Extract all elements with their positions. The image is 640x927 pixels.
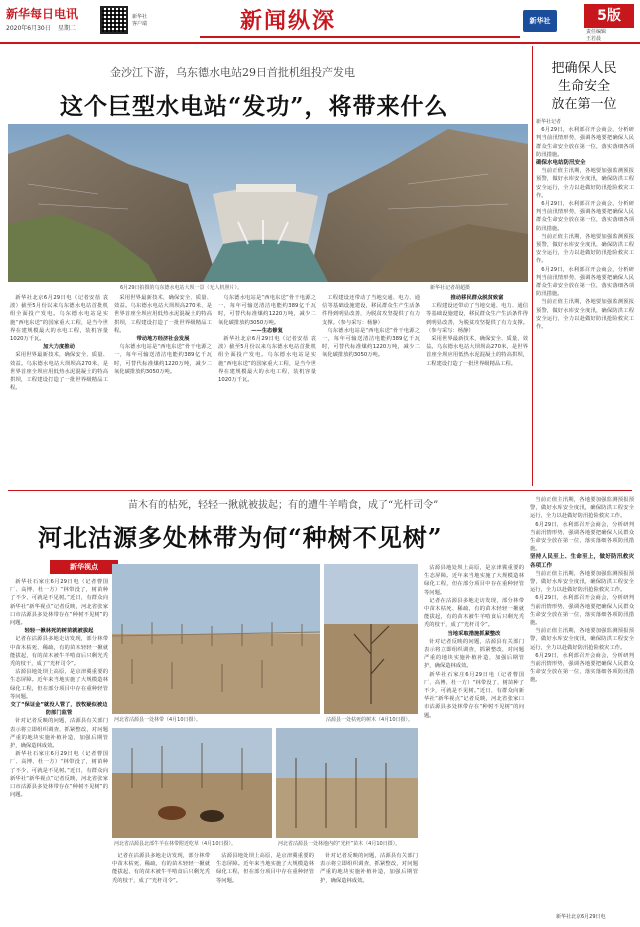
sidebar-author: 新华社记者 [536, 119, 562, 125]
dam-illustration [8, 124, 528, 282]
section-title: 新闻纵深 [240, 8, 337, 34]
section-divider [200, 36, 520, 38]
story1-column-5: 推动移民群众脱贫致富 工程建设还带动了当地交通、电力、通信等基础设施建设，移民群众生产生活条件得到明显改善，为脱贫攻坚提供了有力支撑。（参与采写：杨静） 采用世界最新技术，确保安全、质量、效益。乌东德水电站大坝坝高270米，是世界首座全坝应用低热水泥混凝土的特高拱坝，工程建设打造了一批世界级精品工程。 [426, 295, 528, 367]
story1-subhead-1: 加大力度推动 [43, 344, 75, 351]
story2-column-1: 新华社石家庄6月29日电（记者曹国厂、高博、杜一方）“林带没了，树苗种了不少，可就是不见树。”近日，有群众向新华社“新华视点”记者反映，河北省张家口市沽源县多处林带存在“种树不见树”的问题。 轻轻一揪林死的树苗就被拔起 记者在沽源县多地走访发现，部分林带中苗木枯死、稀疏，有的苗木轻轻一揪就能拔起，有的苗木被牛羊啃食后只剩光秃秃的枝干，成了“光杆司令”。 沽源县地处坝上高原，是京津冀重要的生态屏障。近年来当地实施了大规模造林绿化工程，但在部分项目中存在重种轻管等问题。 交了“保证金”就没人管了，放牧疑似被边防部门监管 针对记者反映的问题，沽源县有关部门表示将立即组织调查，抓紧整改，对问题严重的地块实施补植补造，加强后期管护，确保造林成效。 新华社石家庄6月29日电（记者曹国厂、高博、杜一方）“林带没了，树苗种了不少，可就是不见树。”近日，有群众向新华社“新华视点”记者反映，河北省张家口市沽源县多处林带存在“种树不见树”的问题。 [10, 579, 108, 799]
story-divider [8, 490, 632, 491]
page-number-badge: 5版 [584, 4, 634, 28]
story2-subhead-1: 轻轻一揪林死的树苗就被拔起 [24, 628, 94, 635]
sidebar-divider [532, 46, 533, 486]
story1-subhead-2: 带动地方经济社会发展 [136, 336, 190, 343]
forest-photo-3 [112, 728, 272, 838]
story1-subhead-3: ——生态修复 [251, 327, 283, 334]
dam-photo-caption: 6月29日拍摄的乌东德水电站大坝一景（无人机照片）。 [120, 285, 243, 291]
qr-code-icon [100, 6, 128, 34]
story1-column-1: 新华社北京6月29日电（记者安蓓 袁波）截至5月份以来乌东德水电站首批机组全面投产发电。乌东德水电站是实施“西电东送”的国家重大工程，是当今世界在建规模最大的水电工程，装机容量1020万千瓦。 加大力度推动 采用世界最新技术，确保安全、质量、效益。乌东德水电站大坝坝高270米，是世界首座全坝应用低热水泥混凝土的特高拱坝，工程建设打造了一批世界级精品工程。 [10, 295, 108, 392]
xinhua-viewpoint-badge: 新华视点 [50, 560, 118, 574]
dam-photo [8, 124, 528, 282]
newspaper-brand: 新华每日电讯 [6, 7, 79, 21]
dam-photo-credit: 新华社记者胡超摄 [430, 285, 471, 291]
bare-saplings-illustration [276, 728, 418, 838]
story2-subhead-2: 交了“保证金”就没人管了，放牧疑似被边防部门监管 [10, 702, 108, 717]
story1-kicker: 金沙江下游，乌东德水电站29日首批机组投产发电 [110, 66, 355, 79]
cattle-grazing-illustration [112, 728, 272, 838]
sidebar-footer-credit: 新华社北京6月29日电 [556, 914, 606, 920]
forest-photo-1-caption: 河北省沽源县一处林带（4月10日摄）。 [114, 717, 202, 723]
story2-bottom-columns: 记者在沽源县多地走访发现，部分林带中苗木枯死、稀疏，有的苗木轻轻一揪就能拔起，有的苗木被牛羊啃食后只剩光秃秃的枝干，成了“光杆司令”。 沽源县地处坝上高原，是京津冀重要的生态屏障。近年来当地实施了大规模造林绿化工程，但在部分项目中存在重种轻管等问题。 针对记者反映的问题，沽源县有关部门表示将立即组织调查，抓紧整改，对问题严重的地块实施补植补造，加强后期管护，确保造林成效。 [112, 853, 418, 884]
forest-photo-2 [324, 564, 418, 714]
forest-photo-2-caption: 沽源县一处枯死的树木（4月10日摄）。 [326, 717, 414, 723]
forest-photo-1 [112, 564, 320, 714]
story1-column-4: 工程建设还带动了当地交通、电力、通信等基础设施建设，移民群众生产生活条件得到明显改善，为脱贫攻坚提供了有力支撑。（参与采写：杨静） 乌东德水电站是“西电东送”骨干电源之一，每年可输送清洁电能约389亿千瓦时，可替代标准煤约1220万吨，减少二氧化碳排放约3050万吨。 [322, 295, 420, 359]
forest-belt-illustration [112, 564, 320, 714]
dead-tree-illustration [324, 564, 418, 714]
story1-column-2: 采用世界最新技术，确保安全、质量、效益。乌东德水电站大坝坝高270米，是世界首座全坝应用低热水泥混凝土的特高拱坝，工程建设打造了一批世界级精品工程。 带动地方经济社会发展 乌东德水电站是“西电东送”骨干电源之一，每年可输送清洁电能约389亿千瓦时，可替代标准煤约1220万吨，减少二氧化碳排放约3050万吨。 [114, 295, 212, 375]
issue-weekday: 星期二 [58, 25, 77, 32]
issue-date: 2020年6月30日 [6, 25, 51, 32]
story2-column-right: 沽源县地处坝上高原，是京津冀重要的生态屏障。近年来当地实施了大规模造林绿化工程，但在部分项目中存在重种轻管等问题。 记者在沽源县多地走访发现，部分林带中苗木枯死、稀疏，有的苗木轻轻一揪就能拔起，有的苗木被牛羊啃食后只剩光秃秃的枝干，成了“光杆司令”。 当地采取措施抓紧整改 针对记者反映的问题，沽源县有关部门表示将立即组织调查，抓紧整改，对问题严重的地块实施补植补造，加强后期管护，确保造林成效。 新华社石家庄6月29日电（记者曹国厂、高博、杜一方）“林带没了，树苗种了不少，可就是不见树。”近日，有群众向新华社“新华视点”记者反映，河北省张家口市沽源县多处林带存在“种树不见树”的问题。 [424, 565, 524, 719]
top-rule [0, 42, 640, 44]
xinhua-logo-icon: 新华社 [523, 10, 557, 32]
qr-caption: 新华社 客户端 [132, 14, 148, 27]
sidebar-subhead-1: 确保水电站防汛安全 [536, 160, 586, 167]
forest-photo-3-caption: 河北省沽源县北部牛羊在林带附近吃草（4月10日摄）。 [114, 841, 237, 847]
sidebar-subhead-2: 坚持人民至上、生命至上，做好防汛救灾各项工作 [530, 554, 634, 569]
forest-photo-4 [276, 728, 418, 838]
editor-credit: 责任编辑 王若晨 [586, 29, 607, 42]
story1-subhead-4: 推动移民群众脱贫致富 [450, 295, 504, 301]
story2-subhead-3: 当地采取措施抓紧整改 [447, 630, 501, 637]
masthead [0, 0, 640, 42]
forest-photo-4-caption: 河北省沽源县一处林地内的“光杆”苗木（4月10日摄）。 [278, 841, 401, 847]
story2-kicker: 苗木有的枯死，轻轻一揪就被拔起；有的遭牛羊啃食，成了“光杆司令” [128, 500, 439, 511]
story1-headline: 这个巨型水电站“发功”，将带来什么 [60, 93, 449, 120]
story1-column-3: 乌东德水电站是“西电东送”骨干电源之一，每年可输送清洁电能约389亿千瓦时，可替代标准煤约1220万吨，减少二氧化碳排放约3050万吨。 ——生态修复 新华社北京6月29日电（记者安蓓 袁波）截至5月份以来乌东德水电站首批机组全面投产发电。乌东德水电站是实施“西电东送”的国家重大工程，是当今世界在建规模最大的水电工程，装机容量1020万千瓦。 [218, 295, 316, 384]
sidebar-text-top: 新华社记者 6月29日，水利部召开会商会，分析研判当前汛情形势，强调各地要把确保人民群众生命安全放在第一位，落实落细各项防汛措施。 确保水电站防汛安全 当前正值主汛期，各地要加强监测预报预警，做好水库安全度汛，确保防洪工程安全运行，全力以赴做好防汛抢险救灾工作。 6月29日，水利部召开会商会，分析研判当前汛情形势，强调各地要把确保人民群众生命安全放在第一位，落实落细各项防汛措施。 当前正值主汛期，各地要加强监测预报预警，做好水库安全度汛，确保防洪工程安全运行，全力以赴做好防汛抢险救灾工作。 6月29日，水利部召开会商会，分析研判当前汛情形势，强调各地要把确保人民群众生命安全放在第一位，落实落细各项防汛措施。 当前正值主汛期，各地要加强监测预报预警，做好水库安全度汛，确保防洪工程安全运行，全力以赴做好防汛抢险救灾工作。 [536, 119, 634, 331]
story2-headline: 河北沽源多处林带为何“种树不见树” [38, 523, 443, 552]
sidebar-text-bottom: 当前正值主汛期，各地要加强监测预报预警，做好水库安全度汛，确保防洪工程安全运行，全力以赴做好防汛抢险救灾工作。 6月29日，水利部召开会商会，分析研判当前汛情形势，强调各地要把确保人民群众生命安全放在第一位，落实落细各项防汛措施。 坚持人民至上、生命至上，做好防汛救灾各项工作 当前正值主汛期，各地要加强监测预报预警，做好水库安全度汛，确保防洪工程安全运行，全力以赴做好防汛抢险救灾工作。 6月29日，水利部召开会商会，分析研判当前汛情形势，强调各地要把确保人民群众生命安全放在第一位，落实落细各项防汛措施。 当前正值主汛期，各地要加强监测预报预警，做好水库安全度汛，确保防洪工程安全运行，全力以赴做好防汛抢险救灾工作。 6月29日，水利部召开会商会，分析研判当前汛情形势，强调各地要把确保人民群众生命安全放在第一位，落实落细各项防汛措施。 [530, 497, 634, 684]
sidebar-headline: 把确保人民 生命安全 放在第一位 [551, 61, 617, 112]
